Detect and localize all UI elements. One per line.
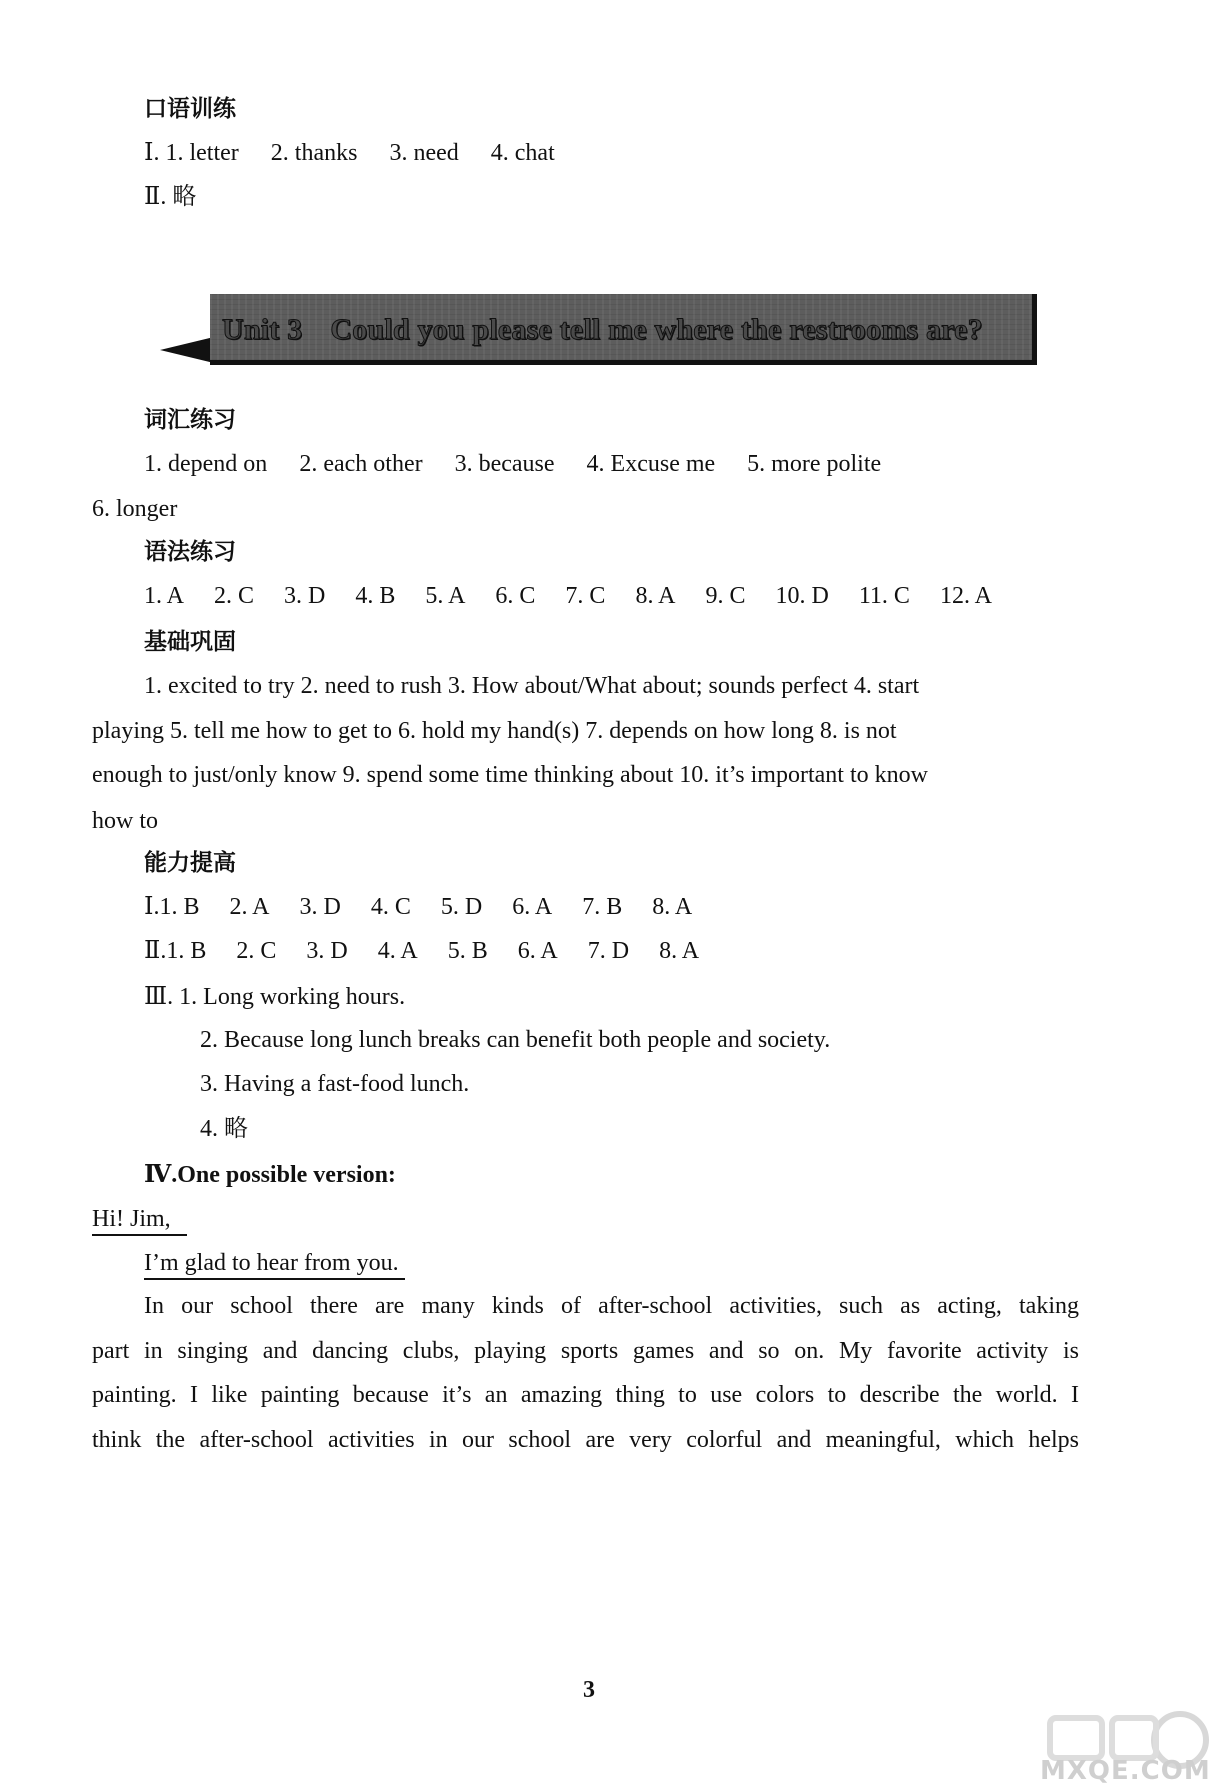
ability-i-answer: 6. A xyxy=(512,894,553,920)
ability-i-answer: 7. B xyxy=(582,894,623,920)
letter-body-line: painting. I like painting because it’s an amazing thing to use colors to describe the world. I xyxy=(92,1382,1079,1408)
grammar-answer: 1. A xyxy=(144,583,185,609)
ability-iii-answer: 3. Having a fast-food lunch. xyxy=(200,1071,470,1097)
ability-section-title: 能力提高 xyxy=(144,850,236,876)
grammar-answer: 12. A xyxy=(939,583,992,609)
oral-i-answer: 4. chat xyxy=(490,140,555,166)
grammar-section-title: 语法练习 xyxy=(144,539,236,565)
vocab-answer: 3. because xyxy=(454,451,555,477)
ability-part-ii xyxy=(144,936,699,966)
ability-iii-answer: 4. 略 xyxy=(200,1116,248,1142)
oral-part-ii xyxy=(144,182,196,212)
part-i-label: Ⅰ. xyxy=(144,140,160,166)
ability-i-answer: 5. D xyxy=(440,894,483,920)
grammar-answer: 6. C xyxy=(495,583,536,609)
oral-ii-answer: 略 xyxy=(172,184,197,210)
part-i-label: Ⅰ. xyxy=(144,894,160,920)
ability-part-i xyxy=(144,892,692,922)
unit-banner xyxy=(160,286,1032,368)
ability-ii-answer: 6. A xyxy=(517,938,558,964)
unit-number: Unit 3 xyxy=(222,313,303,346)
ability-ii-answer: 7. D xyxy=(587,938,630,964)
vocab-answer: 1. depend on xyxy=(144,451,268,477)
part-iv-label: Ⅳ. xyxy=(144,1162,178,1188)
letter-greeting xyxy=(92,1204,187,1234)
oral-i-answer: 3. need xyxy=(389,140,459,166)
basic-line: how to xyxy=(92,808,158,834)
vocab-section-title: 词汇练习 xyxy=(144,407,236,433)
letter-greeting-text: Hi! Jim, xyxy=(92,1206,187,1236)
ability-iii-answer: 2. Because long lunch breaks can benefit both people and society. xyxy=(200,1027,831,1053)
letter-body-line: part in singing and dancing clubs, playing sports games and so on. My favorite activity is xyxy=(92,1338,1079,1364)
ability-ii-answer: 4. A xyxy=(377,938,418,964)
part-ii-label: Ⅱ. xyxy=(144,184,167,210)
ability-i-answer: 2. A xyxy=(229,894,270,920)
letter-opening-text: I’m glad to hear from you. xyxy=(144,1250,405,1280)
watermark-text: MXQE.COM xyxy=(1040,1756,1211,1786)
grammar-answer: 2. C xyxy=(214,583,255,609)
oral-i-answer: 1. letter xyxy=(165,140,239,166)
ability-ii-answer: 8. A xyxy=(659,938,700,964)
ability-ii-answer: 3. D xyxy=(306,938,348,964)
ability-iii-answer: 1. Long working hours. xyxy=(179,984,406,1010)
letter-body-line: think the after-school activities in our school are very colorful and meaningful, which helps xyxy=(92,1427,1079,1453)
basic-line: playing 5. tell me how to get to 6. hold my hand(s) 7. depends on how long 8. is not xyxy=(92,718,897,744)
letter-opening xyxy=(144,1248,405,1278)
unit-heading xyxy=(222,313,983,347)
oral-i-list xyxy=(159,140,554,166)
oral-part-i xyxy=(144,138,555,168)
grammar-answer: 11. C xyxy=(858,583,910,609)
basic-line: 1. excited to try 2. need to rush 3. How about/What about; sounds perfect 4. start xyxy=(144,673,920,699)
oral-section-title: 口语训练 xyxy=(144,96,236,122)
grammar-answer: 8. A xyxy=(635,583,676,609)
ability-i-answer: 8. A xyxy=(652,894,693,920)
vocab-answer: 2. each other xyxy=(299,451,423,477)
grammar-answer: 4. B xyxy=(355,583,396,609)
grammar-answer: 5. A xyxy=(425,583,466,609)
grammar-answer: 9. C xyxy=(705,583,746,609)
vocab-line-2: 6. longer xyxy=(92,496,178,522)
basic-section-title: 基础巩固 xyxy=(144,629,236,655)
oral-i-answer: 2. thanks xyxy=(270,140,358,166)
ability-i-answer: 3. D xyxy=(299,894,341,920)
ability-i-answer: 1. B xyxy=(159,894,200,920)
vocab-answer: 4. Excuse me xyxy=(586,451,716,477)
unit-title: Could you please tell me where the restrooms are? xyxy=(330,313,983,346)
grammar-answer: 7. C xyxy=(565,583,606,609)
ability-iv-heading: One possible version: xyxy=(177,1162,396,1188)
ability-part-iii xyxy=(144,982,405,1012)
grammar-answer: 3. D xyxy=(284,583,326,609)
basic-line: enough to just/only know 9. spend some time thinking about 10. it’s important to know xyxy=(92,762,928,788)
vocab-answer: 5. more polite xyxy=(747,451,882,477)
letter-body-line: In our school there are many kinds of after-school activities, such as acting, taking xyxy=(144,1293,1079,1319)
part-ii-label: Ⅱ. xyxy=(144,938,167,964)
grammar-answers xyxy=(144,581,992,611)
ability-ii-answer: 5. B xyxy=(447,938,488,964)
ability-ii-answer: 2. C xyxy=(236,938,277,964)
part-iii-label: Ⅲ. xyxy=(144,984,174,1010)
ability-ii-answer: 1. B xyxy=(166,938,207,964)
vocab-line-1 xyxy=(144,449,881,479)
ability-part-iv xyxy=(144,1160,396,1190)
page-number: 3 xyxy=(583,1677,595,1703)
ability-i-answer: 4. C xyxy=(370,894,411,920)
grammar-answer: 10. D xyxy=(775,583,829,609)
